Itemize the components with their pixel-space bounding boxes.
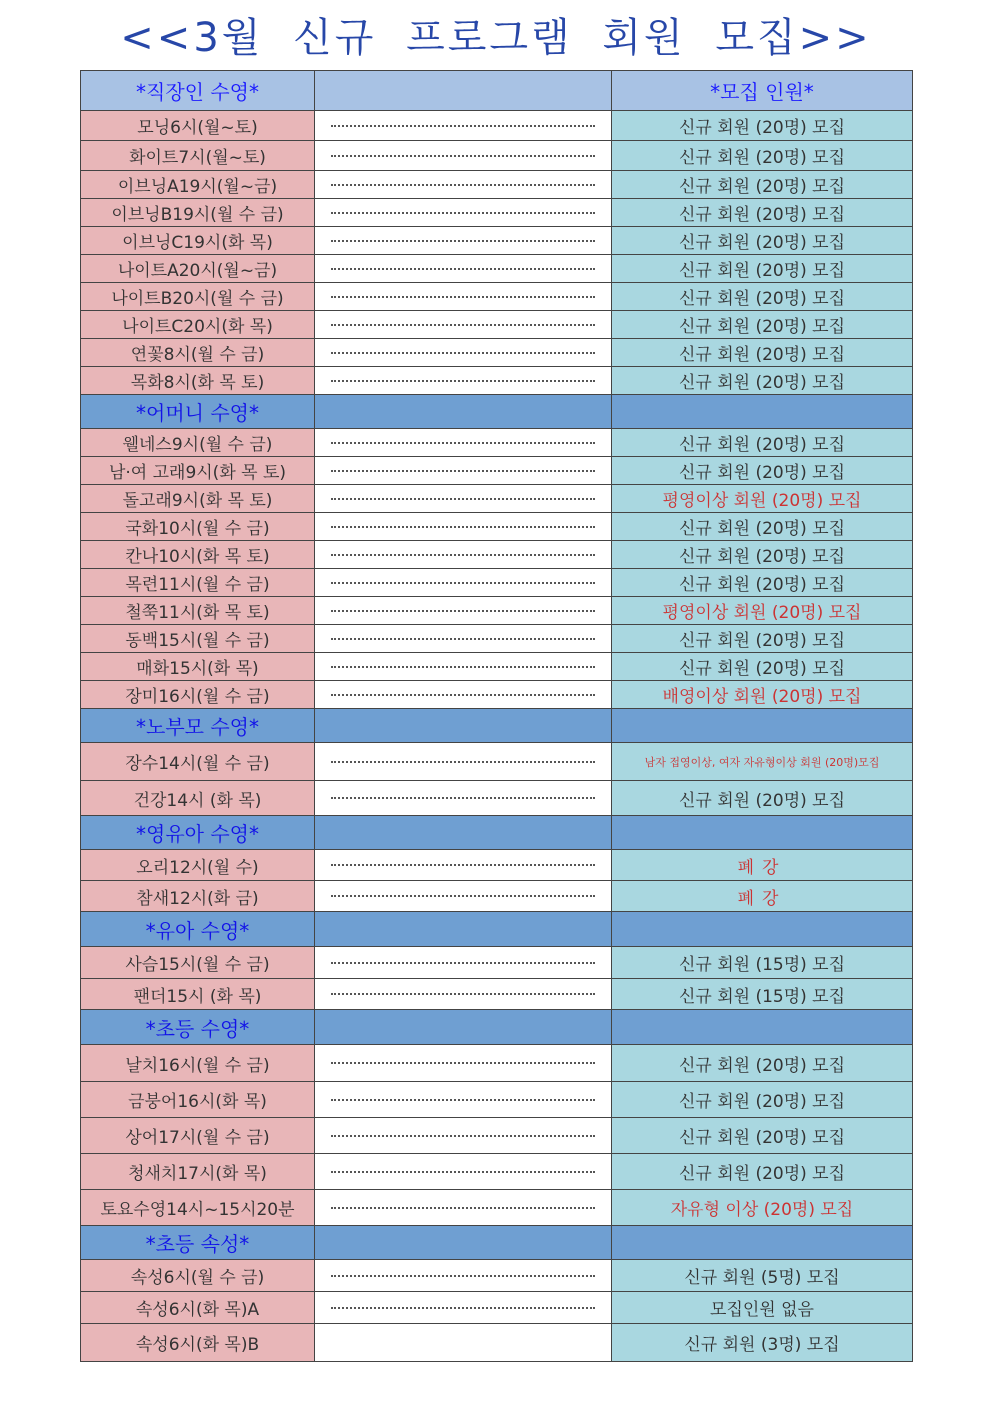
dotted-leader (315, 199, 612, 227)
program-name: 금붕어16시(화 목) (81, 1082, 315, 1118)
section-label: *영유아 수영* (81, 816, 315, 850)
program-name: 동백15시(월 수 금) (81, 625, 315, 653)
dotted-line (331, 498, 595, 500)
dotted-leader (315, 541, 612, 569)
dotted-line (331, 993, 595, 995)
program-name: 이브닝B19시(월 수 금) (81, 199, 315, 227)
dotted-leader (315, 1260, 612, 1292)
table-row (81, 111, 913, 141)
recruitment-table (80, 70, 913, 1362)
program-name: 참새12시(화 금) (81, 881, 315, 912)
program-name: 오리12시(월 수) (81, 850, 315, 881)
section-blank (612, 1226, 913, 1260)
recruit-status: 신규 회원 (20명) 모집 (612, 199, 913, 227)
dotted-leader (315, 513, 612, 541)
dotted-leader (315, 1190, 612, 1226)
program-name: 모닝6시(월~토) (81, 111, 315, 141)
dotted-leader (315, 743, 612, 781)
table-row (81, 255, 913, 283)
table-row (81, 1082, 913, 1118)
section-blank (612, 395, 913, 429)
section-label: *초등 속성* (81, 1226, 315, 1260)
dotted-leader (315, 653, 612, 681)
dotted-leader (315, 1154, 612, 1190)
dotted-line (331, 1207, 595, 1209)
recruit-status: 신규 회원 (5명) 모집 (612, 1260, 913, 1292)
section-blank (315, 1226, 612, 1260)
dotted-line (331, 155, 595, 157)
table-row (81, 171, 913, 199)
table-row (81, 597, 913, 625)
dotted-leader (315, 311, 612, 339)
program-name: 연꽃8시(월 수 금) (81, 339, 315, 367)
program-name: 사슴15시(월 수 금) (81, 947, 315, 979)
dotted-line (331, 582, 595, 584)
dotted-line (331, 1062, 595, 1064)
recruit-status: 신규 회원 (20명) 모집 (612, 339, 913, 367)
dotted-line (331, 638, 595, 640)
recruit-status: 신규 회원 (20명) 모집 (612, 141, 913, 171)
recruit-status: 자유형 이상 (20명) 모집 (612, 1190, 913, 1226)
section-blank (315, 1010, 612, 1045)
section-blank (315, 816, 612, 850)
table-row (81, 311, 913, 339)
section-label: *초등 수영* (81, 1010, 315, 1045)
section-blank (612, 709, 913, 743)
dotted-line (331, 352, 595, 354)
table-header-row (81, 71, 913, 111)
dotted-leader (315, 1324, 612, 1362)
table-row (81, 653, 913, 681)
table-row (81, 1045, 913, 1082)
recruit-status: 신규 회원 (20명) 모집 (612, 1082, 913, 1118)
dotted-line (331, 324, 595, 326)
dotted-leader (315, 681, 612, 709)
program-name: 이브닝C19시(화 목) (81, 227, 315, 255)
dotted-line (331, 125, 595, 127)
table-row (81, 513, 913, 541)
table-row (81, 1324, 913, 1362)
dotted-line (331, 470, 595, 472)
dotted-leader (315, 881, 612, 912)
recruit-status: 신규 회원 (20명) 모집 (612, 311, 913, 339)
program-name: 속성6시(화 목)A (81, 1292, 315, 1324)
table-row (81, 681, 913, 709)
recruit-status: 신규 회원 (20명) 모집 (612, 1154, 913, 1190)
recruit-status: 신규 회원 (20명) 모집 (612, 569, 913, 597)
table-row (81, 141, 913, 171)
dotted-leader (315, 171, 612, 199)
dotted-leader (315, 339, 612, 367)
recruit-status: 신규 회원 (20명) 모집 (612, 429, 913, 457)
section-blank (315, 912, 612, 947)
table-row (81, 457, 913, 485)
program-name: 나이트A20시(월~금) (81, 255, 315, 283)
table-row (81, 1260, 913, 1292)
program-name: 토요수영14시~15시20분 (81, 1190, 315, 1226)
dotted-leader (315, 1118, 612, 1154)
page-title: <<3월 신규 프로그램 회원 모집>> (120, 15, 872, 61)
section-blank (612, 1010, 913, 1045)
program-name: 나이트B20시(월 수 금) (81, 283, 315, 311)
program-name: 칸나10시(화 목 토) (81, 541, 315, 569)
dotted-line (331, 962, 595, 964)
dotted-line (331, 554, 595, 556)
dotted-leader (315, 367, 612, 395)
program-name: 나이트C20시(화 목) (81, 311, 315, 339)
dotted-line (331, 268, 595, 270)
header-blank (315, 71, 612, 111)
program-name: 돌고래9시(화 목 토) (81, 485, 315, 513)
dotted-line (331, 380, 595, 382)
section-header-row (81, 395, 913, 429)
program-name: 속성6시(화 목)B (81, 1324, 315, 1362)
recruit-status: 신규 회원 (20명) 모집 (612, 283, 913, 311)
dotted-line (331, 864, 595, 866)
program-name: 매화15시(화 목) (81, 653, 315, 681)
dotted-leader (315, 227, 612, 255)
recruit-status: 신규 회원 (3명) 모집 (612, 1324, 913, 1362)
dotted-leader (315, 283, 612, 311)
section-header-row (81, 1226, 913, 1260)
section-blank (315, 709, 612, 743)
dotted-leader (315, 625, 612, 653)
recruit-status: 배영이상 회원 (20명) 모집 (612, 681, 913, 709)
section-header-row (81, 709, 913, 743)
program-name: 화이트7시(월~토) (81, 141, 315, 171)
recruit-status: 신규 회원 (20명) 모집 (612, 541, 913, 569)
recruit-status: 남자 접영이상, 여자 자유형이상 회원 (20명)모집 (612, 743, 913, 781)
table-row (81, 485, 913, 513)
dotted-leader (315, 141, 612, 171)
table-row (81, 979, 913, 1010)
recruit-status: 신규 회원 (20명) 모집 (612, 513, 913, 541)
section-label: *유아 수영* (81, 912, 315, 947)
dotted-line (331, 797, 595, 799)
dotted-leader (315, 979, 612, 1010)
program-name: 청새치17시(화 목) (81, 1154, 315, 1190)
table-row (81, 199, 913, 227)
recruit-status: 신규 회원 (20명) 모집 (612, 457, 913, 485)
header-program: *직장인 수영* (81, 71, 315, 111)
recruit-status: 신규 회원 (20명) 모집 (612, 255, 913, 283)
program-name: 장수14시(월 수 금) (81, 743, 315, 781)
dotted-line (331, 1135, 595, 1137)
header-recruit: *모집 인원* (612, 71, 913, 111)
recruit-status: 신규 회원 (20명) 모집 (612, 227, 913, 255)
recruit-status: 폐강 (612, 881, 913, 912)
table-row (81, 625, 913, 653)
program-name: 남·여 고래9시(화 목 토) (81, 457, 315, 485)
recruit-status: 신규 회원 (15명) 모집 (612, 979, 913, 1010)
dotted-line (331, 1275, 595, 1277)
dotted-line (331, 1171, 595, 1173)
dotted-leader (315, 850, 612, 881)
dotted-line (331, 1307, 595, 1309)
section-label: *어머니 수영* (81, 395, 315, 429)
recruit-status: 모집인원 없음 (612, 1292, 913, 1324)
section-header-row (81, 1010, 913, 1045)
program-name: 날치16시(월 수 금) (81, 1045, 315, 1082)
dotted-line (331, 240, 595, 242)
program-name: 목화8시(화 목 토) (81, 367, 315, 395)
section-blank (612, 816, 913, 850)
dotted-line (331, 212, 595, 214)
table-row (81, 850, 913, 881)
table-row (81, 1154, 913, 1190)
table-row (81, 947, 913, 979)
section-label: *노부모 수영* (81, 709, 315, 743)
recruit-status: 신규 회원 (20명) 모집 (612, 781, 913, 816)
dotted-line (331, 184, 595, 186)
dotted-leader (315, 1082, 612, 1118)
dotted-leader (315, 429, 612, 457)
table-row (81, 227, 913, 255)
table-row (81, 1292, 913, 1324)
dotted-line (331, 694, 595, 696)
dotted-leader (315, 1292, 612, 1324)
recruit-status: 폐강 (612, 850, 913, 881)
dotted-line (331, 1099, 595, 1101)
dotted-line (331, 442, 595, 444)
table-row (81, 781, 913, 816)
section-header-row (81, 912, 913, 947)
dotted-leader (315, 457, 612, 485)
program-name: 목련11시(월 수 금) (81, 569, 315, 597)
program-name: 건강14시 (화 목) (81, 781, 315, 816)
recruit-status: 신규 회원 (20명) 모집 (612, 367, 913, 395)
recruit-status: 신규 회원 (20명) 모집 (612, 625, 913, 653)
dotted-line (331, 895, 595, 897)
program-name: 철쭉11시(화 목 토) (81, 597, 315, 625)
program-name: 장미16시(월 수 금) (81, 681, 315, 709)
section-blank (612, 912, 913, 947)
dotted-leader (315, 255, 612, 283)
table-row (81, 1118, 913, 1154)
program-name: 국화10시(월 수 금) (81, 513, 315, 541)
recruit-status: 신규 회원 (20명) 모집 (612, 111, 913, 141)
dotted-line (331, 526, 595, 528)
table-row (81, 569, 913, 597)
table-row (81, 367, 913, 395)
program-name: 팬더15시 (화 목) (81, 979, 315, 1010)
section-blank (315, 395, 612, 429)
table-row (81, 541, 913, 569)
table-row (81, 743, 913, 781)
table-row (81, 429, 913, 457)
recruit-status: 평영이상 회원 (20명) 모집 (612, 485, 913, 513)
dotted-leader (315, 1045, 612, 1082)
dotted-line (331, 296, 595, 298)
table-row (81, 881, 913, 912)
dotted-leader (315, 781, 612, 816)
dotted-line (331, 610, 595, 612)
recruit-status: 신규 회원 (20명) 모집 (612, 653, 913, 681)
recruit-status: 신규 회원 (20명) 모집 (612, 1045, 913, 1082)
program-name: 웰네스9시(월 수 금) (81, 429, 315, 457)
dotted-leader (315, 597, 612, 625)
program-name: 상어17시(월 수 금) (81, 1118, 315, 1154)
dotted-leader (315, 111, 612, 141)
recruit-status: 신규 회원 (20명) 모집 (612, 1118, 913, 1154)
recruit-status: 신규 회원 (20명) 모집 (612, 171, 913, 199)
table-row (81, 1190, 913, 1226)
dotted-line (331, 761, 595, 763)
section-header-row (81, 816, 913, 850)
recruit-status: 신규 회원 (15명) 모집 (612, 947, 913, 979)
table-row (81, 339, 913, 367)
dotted-leader (315, 485, 612, 513)
program-name: 속성6시(월 수 금) (81, 1260, 315, 1292)
dotted-line (331, 666, 595, 668)
program-name: 이브닝A19시(월~금) (81, 171, 315, 199)
table-row (81, 283, 913, 311)
recruit-status: 평영이상 회원 (20명) 모집 (612, 597, 913, 625)
dotted-leader (315, 569, 612, 597)
dotted-leader (315, 947, 612, 979)
